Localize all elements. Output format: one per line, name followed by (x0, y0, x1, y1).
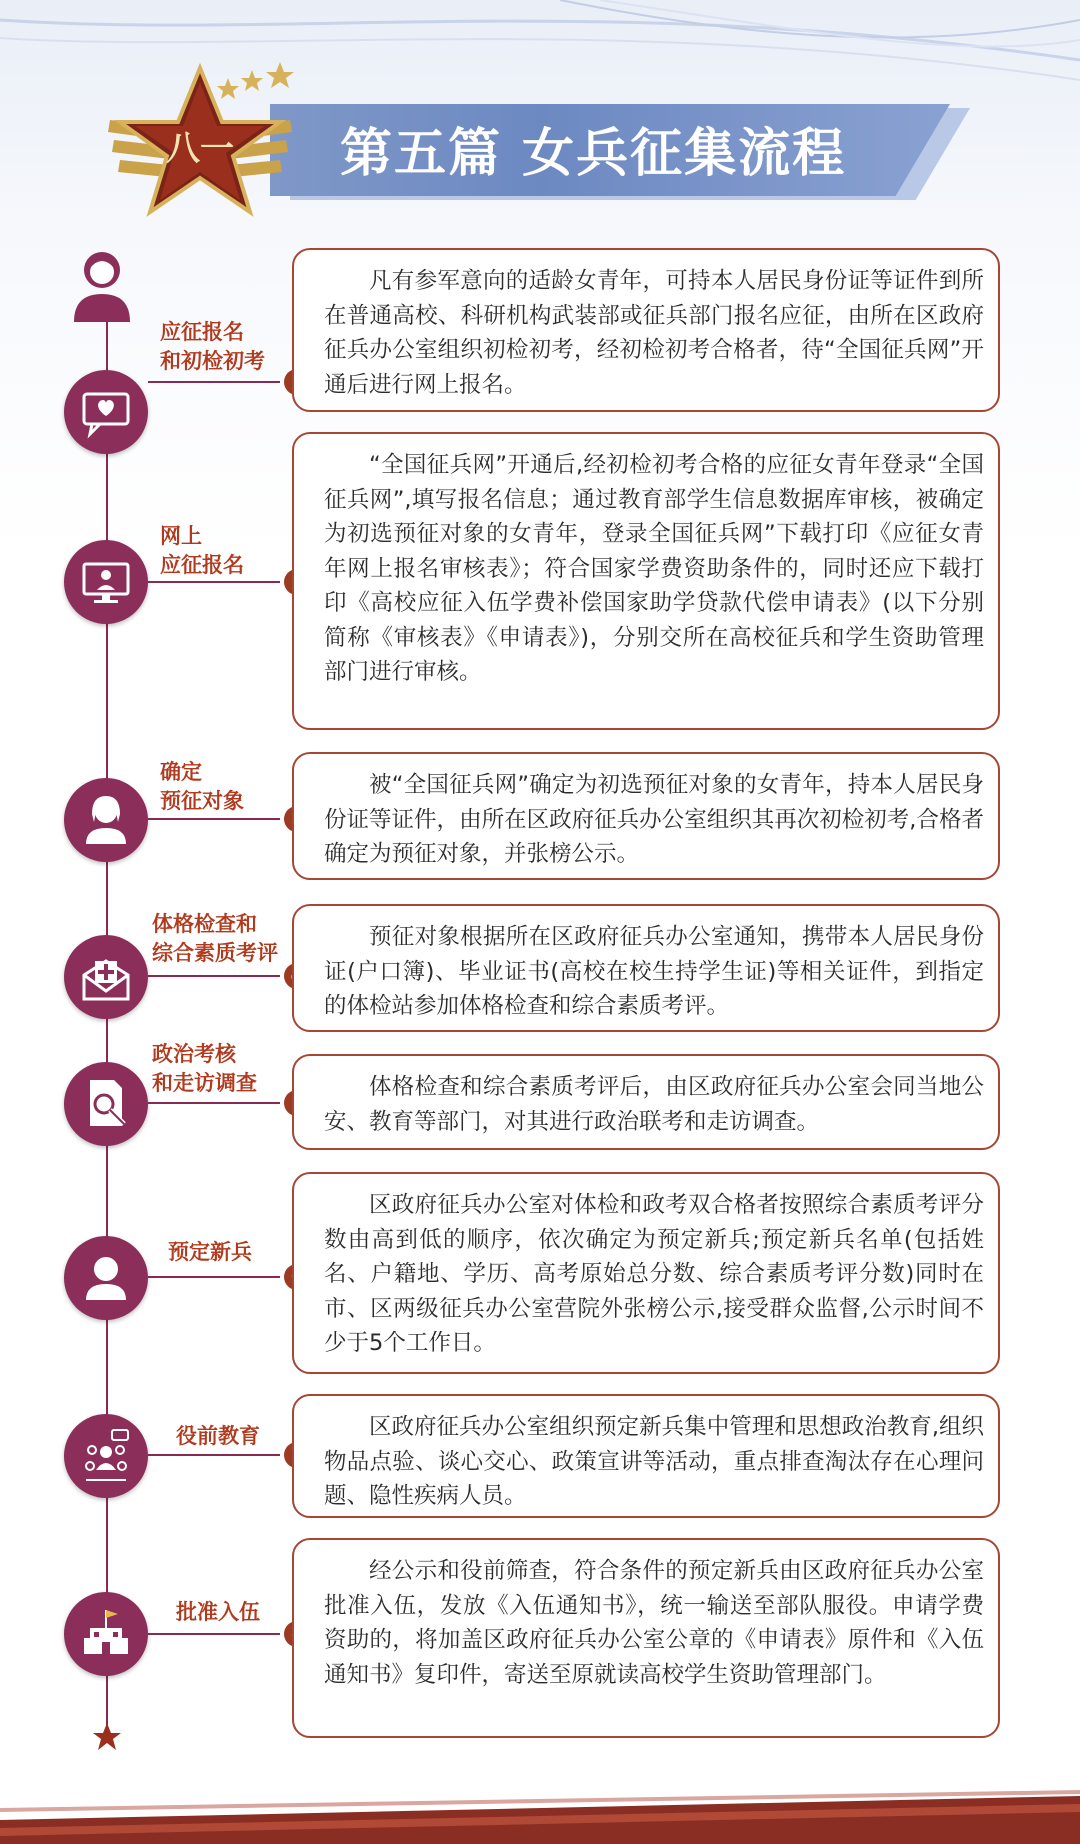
document-search-icon (64, 1062, 148, 1146)
timeline-end-star-icon (92, 1722, 122, 1752)
step-5-box (292, 1054, 1000, 1150)
step-8-label: 批准入伍 (176, 1600, 260, 1624)
step-4-label: 体格检查和 综合素质考评 (152, 912, 278, 965)
person-icon (64, 1236, 148, 1320)
timeline-line (106, 320, 108, 1730)
step-2-connector (148, 581, 280, 583)
step-7-label: 役前教育 (176, 1424, 260, 1448)
step-5-label: 政治考核 和走访调查 (152, 1042, 257, 1095)
step-4-text: 预征对象根据所在区政府征兵办公室通知，携带本人居民身份证(户口簿)、毕业证书(高校在校生持学生证)等相关证件，到指定的体检站参加体格检查和综合素质考评。 (324, 924, 984, 1019)
header (0, 60, 1080, 240)
step-1-box (292, 248, 1000, 412)
step-4-connector (148, 975, 280, 977)
step-3-label: 确定 预征对象 (160, 760, 244, 813)
step-2-text: “全国征兵网”开通后,经初检初考合格的应征女青年登录“全国征兵网”,填写报名信息；通过教育部学生信息数据库审核，被确定为初选预征对象的女青年，登录全国征兵网”下载打印《应征女青年网上报名审核表》；符合国家学费资助条件的，同时还应下载打印《高校应征入伍学费补偿国家助学贷款代偿申请表》(以下分别简称《审核表》《申请表》)，分别交所在高校征兵和学生资助管理部门进行审核。 (324, 452, 984, 685)
chat-heart-icon (64, 370, 148, 454)
step-6-connector (148, 1276, 280, 1278)
medical-envelope-icon (64, 935, 148, 1019)
step-7-text: 区政府征兵办公室组织预定新兵集中管理和思想政治教育,组织物品点验、谈心交心、政策宣讲等活动，重点排查淘汰存在心理问题、隐性疾病人员。 (324, 1414, 984, 1509)
step-1-connector (148, 381, 280, 383)
step-1-text: 凡有参军意向的适龄女青年，可持本人居民身份证等证件到所在普通高校、科研机构武装部或征兵部门报名应征，由所在区政府征兵办公室组织初检初考，经初检初考合格者，待“全国征兵网”开通后进行网上报名。 (324, 268, 984, 398)
step-7-connector (148, 1454, 280, 1456)
step-2-label: 网上 应征报名 (160, 524, 244, 577)
footer-stripes (0, 1790, 1080, 1844)
woman-icon (64, 778, 148, 862)
step-6-text: 区政府征兵办公室对体检和政考双合格者按照综合素质考评分数由高到低的顺序，依次确定为预定新兵;预定新兵名单(包括姓名、户籍地、学历、高考原始总分数、综合素质考评分数)同时在市、区两级征兵办公室营院外张榜公示,接受群众监督,公示时间不少于5个工作日。 (324, 1192, 984, 1356)
bayi-star-emblem (90, 60, 310, 230)
step-2-box (292, 432, 1000, 730)
step-6-box (292, 1172, 1000, 1374)
step-8-connector (148, 1633, 280, 1635)
step-3-connector (148, 818, 280, 820)
step-5-connector (148, 1102, 280, 1104)
step-5-text: 体格检查和综合素质考评后，由区政府征兵办公室会同当地公安、教育等部门，对其进行政治联考和走访调查。 (324, 1074, 984, 1135)
emblem-text: 八一 (166, 129, 234, 169)
woman-avatar-icon (70, 248, 134, 322)
step-8-box (292, 1538, 1000, 1738)
step-6-label: 预定新兵 (168, 1240, 252, 1264)
building-flag-icon (64, 1592, 148, 1676)
step-1-label: 应征报名 和初检初考 (160, 320, 265, 373)
group-meeting-icon (64, 1414, 148, 1498)
computer-user-icon (64, 540, 148, 624)
step-8-text: 经公示和役前筛查，符合条件的预定新兵由区政府征兵办公室批准入伍，发放《入伍通知书》，统一输送至部队服役。申请学费资助的，将加盖区政府征兵办公室公章的《申请表》原件和《入伍通知书》复印件，寄送至原就读高校学生资助管理部门。 (324, 1558, 984, 1688)
page-title: 第五篇 女兵征集流程 (340, 124, 847, 184)
step-4-box (292, 904, 1000, 1032)
step-7-box (292, 1394, 1000, 1518)
step-3-box (292, 752, 1000, 880)
step-3-text: 被“全国征兵网”确定为初选预征对象的女青年，持本人居民身份证等证件，由所在区政府征兵办公室组织其再次初检初考,合格者确定为预征对象，并张榜公示。 (324, 772, 984, 867)
